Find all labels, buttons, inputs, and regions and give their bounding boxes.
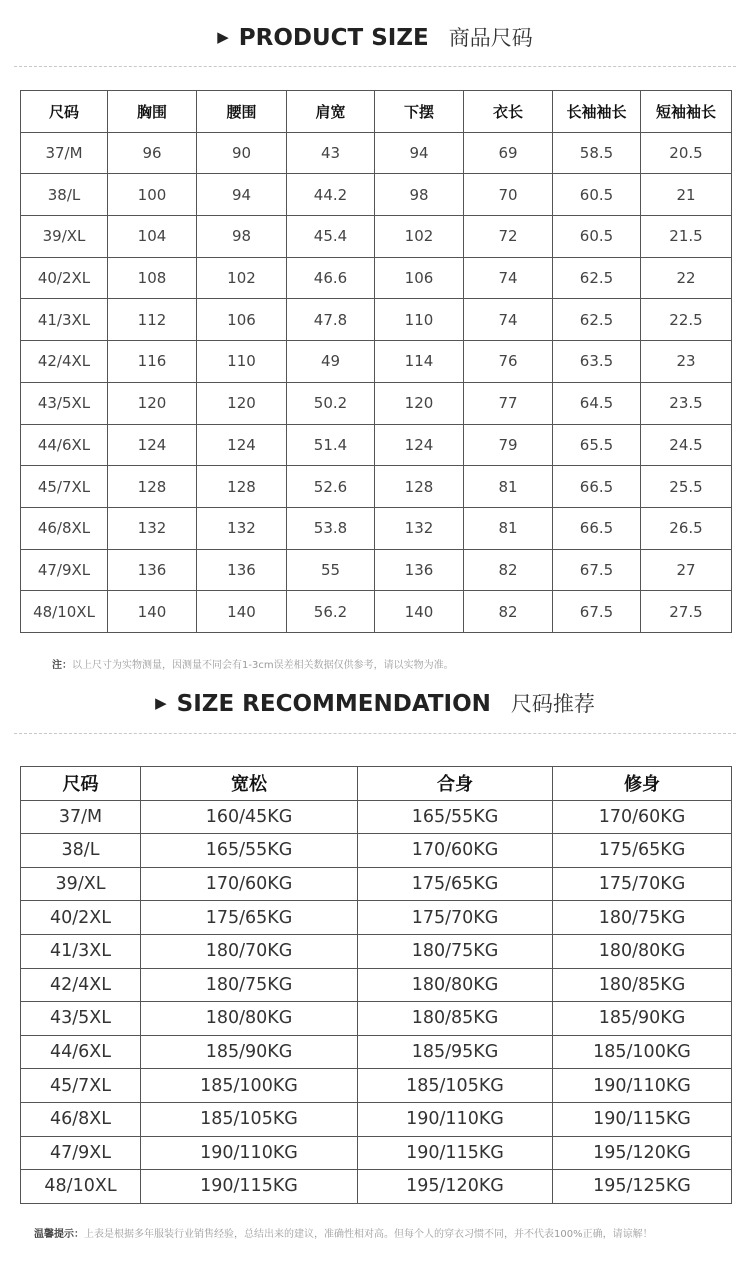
table-cell: 43/5XL	[21, 382, 108, 424]
table-cell: 140	[375, 591, 464, 633]
table-row	[21, 341, 732, 383]
table-cell: 49	[287, 341, 375, 383]
table-cell: 62.5	[553, 299, 641, 341]
table-header-row	[21, 91, 732, 133]
table-cell: 195/120KG	[553, 1136, 732, 1170]
table-row	[21, 216, 732, 258]
table-cell: 23.5	[641, 382, 732, 424]
table-row	[21, 1136, 732, 1170]
table-cell: 185/100KG	[141, 1069, 358, 1103]
table-cell: 185/105KG	[358, 1069, 553, 1103]
table-cell: 124	[197, 424, 287, 466]
table-cell: 62.5	[553, 257, 641, 299]
table-cell: 124	[108, 424, 197, 466]
size-recommendation-title-cn: 尺码推荐	[510, 692, 595, 716]
table-cell: 76	[464, 341, 553, 383]
recommendation-note	[34, 1225, 653, 1240]
table-header-cell: 衣长	[464, 91, 553, 133]
table-cell: 132	[375, 507, 464, 549]
table-cell: 27.5	[641, 591, 732, 633]
table-cell: 185/95KG	[358, 1035, 553, 1069]
table-cell: 70	[464, 174, 553, 216]
table-cell: 102	[375, 216, 464, 258]
table-cell: 26.5	[641, 507, 732, 549]
table-cell: 79	[464, 424, 553, 466]
table-cell: 45.4	[287, 216, 375, 258]
table-cell: 136	[375, 549, 464, 591]
table-cell: 180/85KG	[358, 1002, 553, 1036]
table-cell: 165/55KG	[141, 834, 358, 868]
table-header-row	[21, 767, 732, 801]
table-cell: 102	[197, 257, 287, 299]
table-row	[21, 834, 732, 868]
table-cell: 21.5	[641, 216, 732, 258]
table-cell: 170/60KG	[553, 800, 732, 834]
table-cell: 66.5	[553, 466, 641, 508]
table-cell: 140	[197, 591, 287, 633]
table-cell: 46.6	[287, 257, 375, 299]
table-cell: 136	[108, 549, 197, 591]
table-cell: 96	[108, 132, 197, 174]
table-row	[21, 257, 732, 299]
table-row	[21, 466, 732, 508]
table-cell: 64.5	[553, 382, 641, 424]
table-cell: 190/115KG	[141, 1170, 358, 1204]
table-cell: 180/75KG	[141, 968, 358, 1002]
table-cell: 63.5	[553, 341, 641, 383]
table-cell: 43	[287, 132, 375, 174]
product-size-heading	[0, 22, 750, 52]
recommendation-note-label: 温馨提示：	[34, 1229, 84, 1240]
table-cell: 47.8	[287, 299, 375, 341]
product-size-title-en: PRODUCT SIZE	[238, 25, 429, 51]
table-cell: 120	[108, 382, 197, 424]
table-cell: 56.2	[287, 591, 375, 633]
table-cell: 82	[464, 549, 553, 591]
table-cell: 190/110KG	[553, 1069, 732, 1103]
table-row	[21, 1170, 732, 1204]
size-recommendation-table	[20, 766, 732, 1204]
table-cell: 72	[464, 216, 553, 258]
table-header-cell: 尺码	[21, 767, 141, 801]
table-cell: 38/L	[21, 174, 108, 216]
size-note-label: 注：	[52, 660, 72, 671]
table-cell: 100	[108, 174, 197, 216]
table-cell: 185/105KG	[141, 1102, 358, 1136]
table-row	[21, 174, 732, 216]
table-cell: 98	[197, 216, 287, 258]
table-cell: 46/8XL	[21, 507, 108, 549]
table-cell: 110	[375, 299, 464, 341]
table-cell: 20.5	[641, 132, 732, 174]
table-cell: 94	[197, 174, 287, 216]
table-cell: 114	[375, 341, 464, 383]
table-row	[21, 132, 732, 174]
table-cell: 38/L	[21, 834, 141, 868]
table-row	[21, 507, 732, 549]
table-cell: 170/60KG	[358, 834, 553, 868]
table-header-cell: 胸围	[108, 91, 197, 133]
table-header-cell: 肩宽	[287, 91, 375, 133]
table-row	[21, 1035, 732, 1069]
table-cell: 55	[287, 549, 375, 591]
table-cell: 41/3XL	[21, 934, 141, 968]
table-cell: 185/100KG	[553, 1035, 732, 1069]
table-cell: 45/7XL	[21, 466, 108, 508]
table-cell: 21	[641, 174, 732, 216]
table-cell: 77	[464, 382, 553, 424]
table-row	[21, 424, 732, 466]
table-row	[21, 1002, 732, 1036]
divider	[14, 66, 736, 67]
triangle-right-icon: ▶	[217, 28, 229, 46]
table-cell: 165/55KG	[358, 800, 553, 834]
table-cell: 98	[375, 174, 464, 216]
table-cell: 22	[641, 257, 732, 299]
table-cell: 185/90KG	[553, 1002, 732, 1036]
table-cell: 175/65KG	[553, 834, 732, 868]
table-cell: 180/75KG	[553, 901, 732, 935]
table-row	[21, 901, 732, 935]
table-cell: 66.5	[553, 507, 641, 549]
size-recommendation-heading	[0, 688, 750, 718]
table-cell: 180/75KG	[358, 934, 553, 968]
table-row	[21, 800, 732, 834]
table-cell: 190/110KG	[141, 1136, 358, 1170]
table-cell: 195/125KG	[553, 1170, 732, 1204]
table-cell: 106	[375, 257, 464, 299]
table-cell: 67.5	[553, 549, 641, 591]
table-cell: 180/80KG	[141, 1002, 358, 1036]
table-cell: 74	[464, 257, 553, 299]
table-cell: 81	[464, 466, 553, 508]
table-cell: 47/9XL	[21, 549, 108, 591]
table-header-cell: 腰围	[197, 91, 287, 133]
table-row	[21, 867, 732, 901]
table-cell: 52.6	[287, 466, 375, 508]
table-cell: 124	[375, 424, 464, 466]
recommendation-note-text: 上表是根据多年服装行业销售经验，总结出来的建议，准确性相对高。但每个人的穿衣习惯不同，并不代表100%正确，请谅解！	[84, 1229, 653, 1240]
table-cell: 128	[108, 466, 197, 508]
table-cell: 37/M	[21, 132, 108, 174]
table-header-cell: 修身	[553, 767, 732, 801]
table-cell: 175/70KG	[358, 901, 553, 935]
table-header-cell: 合身	[358, 767, 553, 801]
table-cell: 60.5	[553, 174, 641, 216]
table-cell: 45/7XL	[21, 1069, 141, 1103]
table-cell: 160/45KG	[141, 800, 358, 834]
table-cell: 140	[108, 591, 197, 633]
table-cell: 116	[108, 341, 197, 383]
table-cell: 65.5	[553, 424, 641, 466]
table-cell: 27	[641, 549, 732, 591]
table-row	[21, 299, 732, 341]
table-row	[21, 591, 732, 633]
table-cell: 185/90KG	[141, 1035, 358, 1069]
table-cell: 74	[464, 299, 553, 341]
table-cell: 39/XL	[21, 216, 108, 258]
table-row	[21, 968, 732, 1002]
table-cell: 44.2	[287, 174, 375, 216]
table-cell: 58.5	[553, 132, 641, 174]
table-cell: 43/5XL	[21, 1002, 141, 1036]
table-cell: 112	[108, 299, 197, 341]
table-cell: 23	[641, 341, 732, 383]
table-cell: 42/4XL	[21, 341, 108, 383]
table-cell: 50.2	[287, 382, 375, 424]
table-cell: 128	[197, 466, 287, 508]
table-row	[21, 934, 732, 968]
table-cell: 180/85KG	[553, 968, 732, 1002]
product-size-title-cn: 商品尺码	[448, 26, 533, 50]
table-cell: 108	[108, 257, 197, 299]
table-cell: 175/70KG	[553, 867, 732, 901]
table-cell: 51.4	[287, 424, 375, 466]
table-header-cell: 短袖袖长	[641, 91, 732, 133]
table-cell: 120	[375, 382, 464, 424]
table-cell: 120	[197, 382, 287, 424]
table-row	[21, 1069, 732, 1103]
table-cell: 67.5	[553, 591, 641, 633]
table-cell: 190/110KG	[358, 1102, 553, 1136]
table-cell: 175/65KG	[141, 901, 358, 935]
table-cell: 175/65KG	[358, 867, 553, 901]
table-cell: 47/9XL	[21, 1136, 141, 1170]
table-header-cell: 下摆	[375, 91, 464, 133]
table-cell: 110	[197, 341, 287, 383]
table-cell: 128	[375, 466, 464, 508]
table-cell: 104	[108, 216, 197, 258]
product-size-table	[20, 90, 732, 633]
table-cell: 190/115KG	[358, 1136, 553, 1170]
table-cell: 48/10XL	[21, 591, 108, 633]
table-cell: 40/2XL	[21, 901, 141, 935]
table-cell: 170/60KG	[141, 867, 358, 901]
table-cell: 53.8	[287, 507, 375, 549]
table-row	[21, 549, 732, 591]
size-note	[52, 656, 454, 671]
table-cell: 180/80KG	[553, 934, 732, 968]
table-cell: 132	[197, 507, 287, 549]
triangle-right-icon: ▶	[155, 694, 167, 712]
table-cell: 190/115KG	[553, 1102, 732, 1136]
divider	[14, 733, 736, 734]
table-cell: 81	[464, 507, 553, 549]
size-note-text: 以上尺寸为实物测量，因测量不同会有1-3cm误差相关数据仅供参考，请以实物为准。	[72, 660, 454, 671]
table-cell: 195/120KG	[358, 1170, 553, 1204]
table-cell: 60.5	[553, 216, 641, 258]
table-cell: 44/6XL	[21, 424, 108, 466]
table-header-cell: 宽松	[141, 767, 358, 801]
table-cell: 37/M	[21, 800, 141, 834]
table-cell: 41/3XL	[21, 299, 108, 341]
table-cell: 69	[464, 132, 553, 174]
table-cell: 42/4XL	[21, 968, 141, 1002]
table-cell: 25.5	[641, 466, 732, 508]
table-header-cell: 长袖袖长	[553, 91, 641, 133]
table-cell: 48/10XL	[21, 1170, 141, 1204]
table-cell: 106	[197, 299, 287, 341]
table-row	[21, 1102, 732, 1136]
table-cell: 39/XL	[21, 867, 141, 901]
table-row	[21, 382, 732, 424]
table-cell: 46/8XL	[21, 1102, 141, 1136]
table-header-cell: 尺码	[21, 91, 108, 133]
table-cell: 94	[375, 132, 464, 174]
table-cell: 136	[197, 549, 287, 591]
table-cell: 90	[197, 132, 287, 174]
table-cell: 82	[464, 591, 553, 633]
table-cell: 44/6XL	[21, 1035, 141, 1069]
table-cell: 22.5	[641, 299, 732, 341]
table-cell: 40/2XL	[21, 257, 108, 299]
size-recommendation-title-en: SIZE RECOMMENDATION	[176, 691, 491, 717]
table-cell: 132	[108, 507, 197, 549]
table-cell: 180/80KG	[358, 968, 553, 1002]
table-cell: 24.5	[641, 424, 732, 466]
table-cell: 180/70KG	[141, 934, 358, 968]
